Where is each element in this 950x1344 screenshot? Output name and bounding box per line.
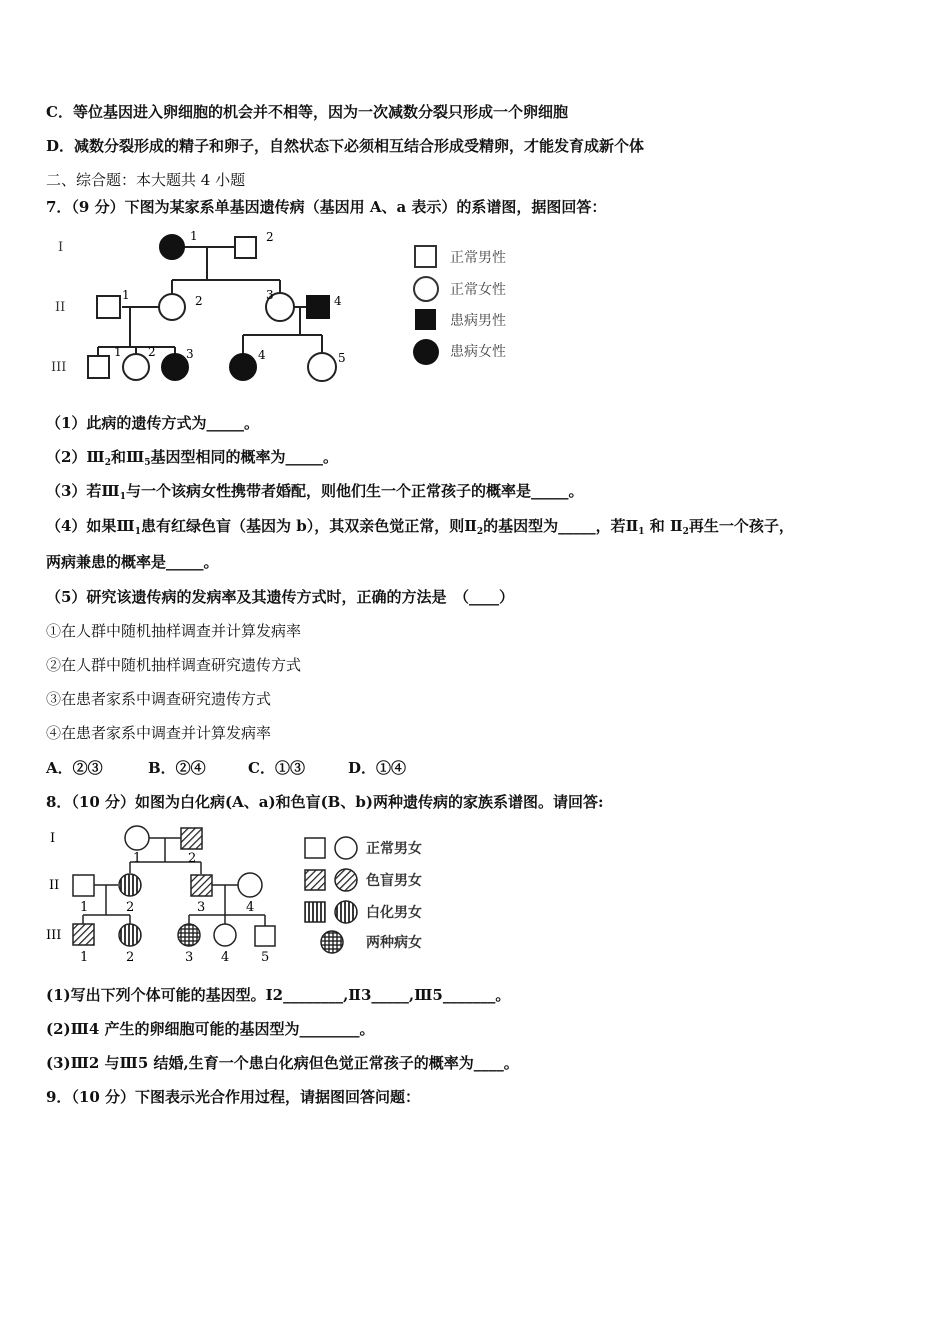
q8-legend-both: 两种病女 [366,935,422,951]
q8-num: 1 [80,950,89,965]
q8-num: 2 [126,900,135,915]
q7-num: 1 [114,345,122,359]
q8-legend-albino-female-icon [335,901,357,923]
q8-num: 1 [133,851,142,866]
q7-III3-affected-female [162,354,188,380]
q8-legend-both-female-icon [321,931,343,953]
q7-num: 4 [258,348,266,362]
q8-2: (2)Ⅲ4 产生的卵细胞可能的基因型为________。 [46,1020,375,1038]
q8-legend-albino-male-icon [305,902,325,922]
q8-num: 3 [185,950,194,965]
q8-II4-normal-female [238,873,262,897]
legend-affected-male: 患病男性 [450,313,506,329]
legend-normal-female: 正常女性 [450,282,506,298]
q7-choice-b: B．②④ [148,759,206,777]
q8-pedigree [40,820,460,970]
q7-choice-a: A．②③ [46,759,103,777]
q8-III3-both-female [178,924,200,946]
q7-num: 2 [266,230,274,244]
q8-legend-albino: 白化男女 [366,905,422,921]
q7-num: 3 [186,347,194,361]
q7-item-3: ③在患者家系中调查研究遗传方式 [46,690,272,708]
q8-legend-normal-female-icon [335,837,357,859]
q8-num: 5 [261,950,270,965]
q7-gen-III: III [51,360,67,375]
q7-choice-c: C．①③ [248,759,305,777]
q8-II1-normal-male [73,875,94,896]
q7-item-4: ④在患者家系中调查并计算发病率 [46,724,272,742]
q7-pedigree-final [40,225,530,390]
q7-num: 4 [334,294,342,308]
q7-I2-normal-male [235,237,256,258]
option-c: C．等位基因进入卵细胞的机会并不相等，因为一次减数分裂只形成一个卵细胞 [46,103,568,121]
legend-affected-female: 患病女性 [450,344,506,360]
q8-1: (1)写出下列个体可能的基因型。Ⅰ2________,Ⅱ3_____,Ⅲ5_______。 [46,986,511,1004]
q7-II4-affected-male [307,296,329,318]
q8-II3-colorblind-male [191,875,212,896]
q8-legend-colorblind: 色盲男女 [366,873,422,889]
q8-num: 2 [188,851,197,866]
q7-num: 1 [190,229,198,243]
q8-III1-colorblind-male [73,924,94,945]
q8-I2-colorblind-male [181,828,202,849]
q8-I1-normal-female [125,826,149,850]
q7-I1-affected-female [160,235,184,259]
q7-II2-normal-female [159,294,185,320]
q7-num: 5 [338,351,346,365]
q7-III5-normal-female [308,353,336,381]
legend-normal-male-icon [415,246,436,267]
q7-5: （5）研究该遗传病的发病率及其遗传方式时，正确的方法是 （____） [46,588,514,606]
q9-intro: 9．（10 分）下图表示光合作用过程，请据图回答问题： [46,1088,421,1106]
section-header: 二、综合题：本大题共 4 小题 [46,171,246,189]
q8-III5-normal-male [255,926,275,946]
q8-3: (3)Ⅲ2 与Ⅲ5 结婚,生育一个患白化病但色觉正常孩子的概率为____。 [46,1054,519,1072]
q8-legend-colorblind-female-icon [335,869,357,891]
q8-num: 4 [246,900,255,915]
q8-num: 2 [126,950,135,965]
q8-III2-albino-female [119,924,141,946]
q7-choice-d: D．①④ [348,759,407,777]
q7-1: （1）此病的遗传方式为_____。 [46,414,259,432]
q7-4: （4）如果$Ⅲ_1$患有红绿色盲（基因为 b），其双亲色觉正常，则$Ⅱ_2$的基因型为_____，若$Ⅱ_1$ 和 $Ⅱ_2$再生一个孩子， [46,517,794,537]
q8-gen-II: II [49,878,60,893]
q8-num: 4 [221,950,230,965]
q8-legend-normal-male-icon [305,838,325,858]
legend-normal-male: 正常男性 [450,250,506,266]
legend-normal-female-icon [414,277,438,301]
q7-III2-normal-female [123,354,149,380]
q7-II1-normal-male [97,296,120,318]
q7-num: 3 [266,288,274,302]
q8-num: 3 [197,900,206,915]
q7-num: 1 [122,288,130,302]
q8-legend-normal: 正常男女 [366,841,422,857]
q7-3: （3）若$Ⅲ_1$与一个该病女性携带者婚配，则他们生一个正常孩子的概率是_____。 [46,482,584,502]
q7-num: 2 [195,294,203,308]
option-d: D．减数分裂形成的精子和卵子，自然状态下必须相互结合形成受精卵，才能发育成新个体 [46,137,645,155]
q7-item-2: ②在人群中随机抽样调查研究遗传方式 [46,656,302,674]
q7-III4-affected-female [230,354,256,380]
q7-intro: 7．（9 分）下图为某家系单基因遗传病（基因用 A、a 表示）的系谱图，据图回答： [46,198,607,216]
q8-II2-albino-female [119,874,141,896]
q7-III1-normal-male [88,356,109,378]
legend-affected-female-icon [413,339,439,365]
legend-affected-male-icon [415,309,436,330]
q8-legend-colorblind-male-icon [305,870,325,890]
q8-gen-I: I [50,831,56,846]
q8-gen-III: III [46,928,62,943]
q7-gen-II: II [55,300,66,315]
q7-4-cont: 两病兼患的概率是_____。 [46,553,219,571]
q7-item-1: ①在人群中随机抽样调查并计算发病率 [46,622,302,640]
q8-intro: 8．（10 分）如图为白化病(A、a)和色盲(B、b)两种遗传病的家族系谱图。请回答: [46,793,604,811]
q7-2: $(2)Ⅲ_2$和$Ⅲ_5$基因型相同的概率为_____。 [46,448,339,468]
q7-num: 2 [148,345,156,359]
q8-III4-normal-female [214,924,236,946]
q8-num: 1 [80,900,89,915]
q7-gen-I: I [58,240,64,255]
